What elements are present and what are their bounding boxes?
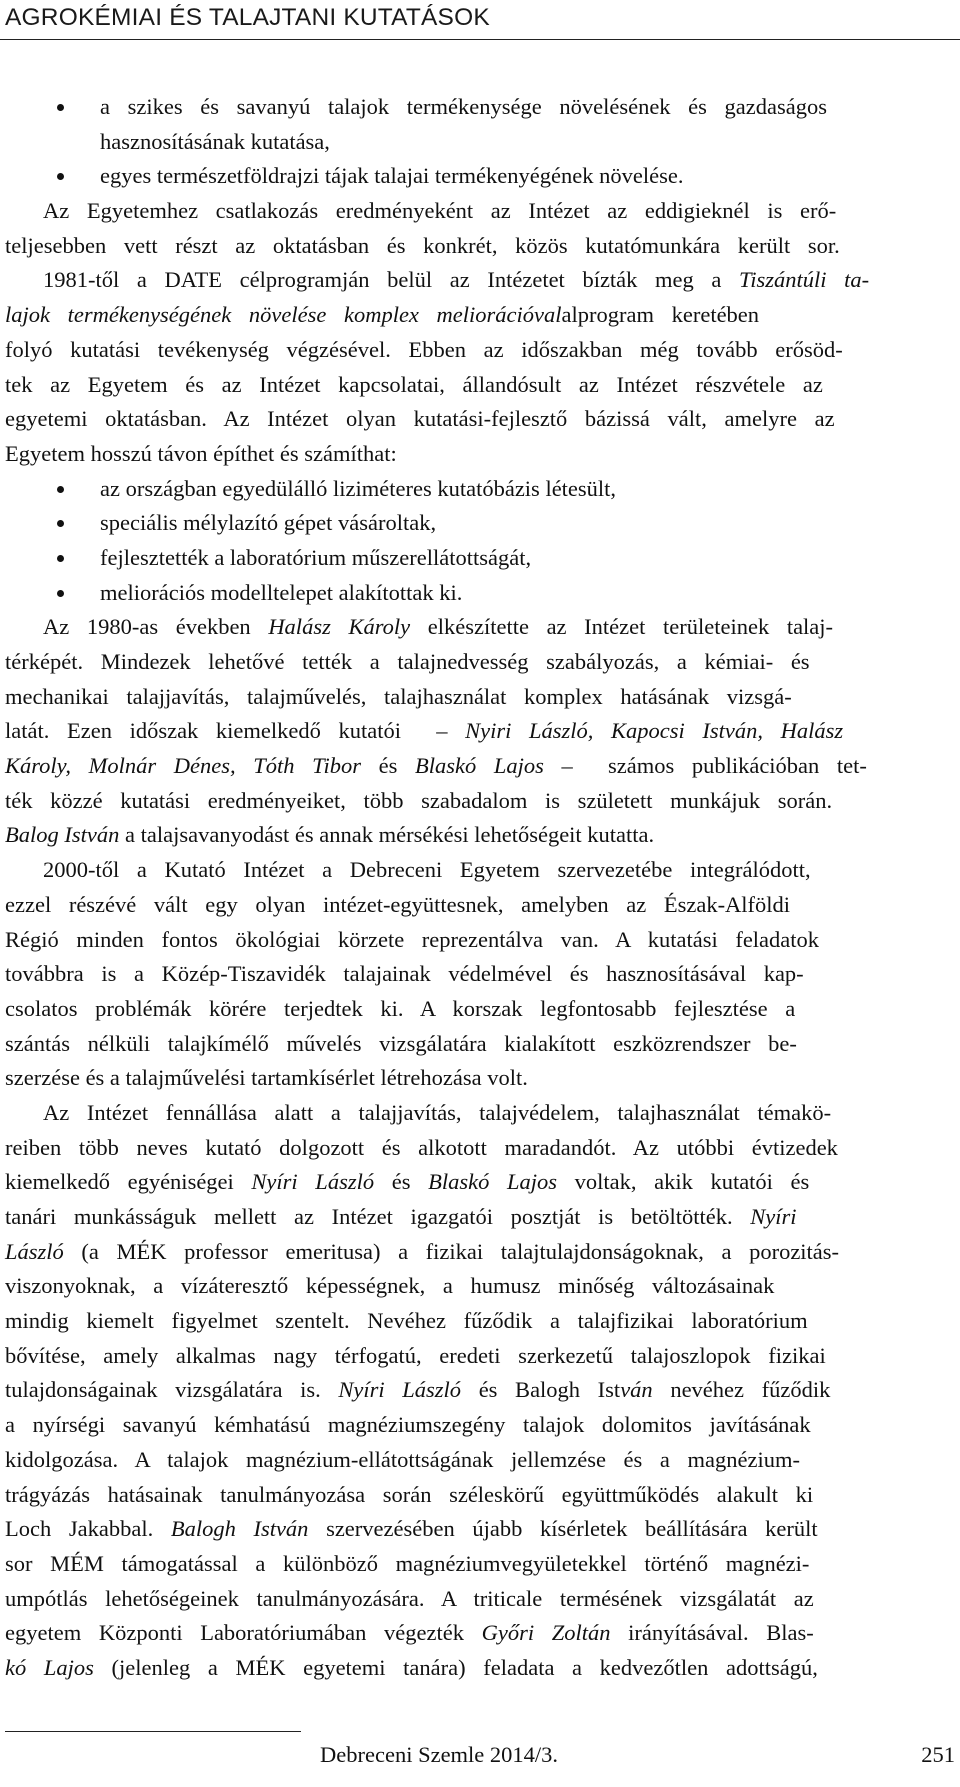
text: irányításával. Blas- [610, 1620, 814, 1646]
paragraph-line [5, 1339, 953, 1374]
text: nevéhez fűződik [652, 1377, 831, 1403]
list-item-text: meliorációs modelltelepet alakítottak ki. [100, 579, 463, 605]
text: ték közzé kutatási eredményeiket, több szabadalom is született munkájuk során. [5, 787, 833, 813]
paragraph-line [5, 610, 953, 645]
text: egyetemi oktatásban. Az Intézet olyan kutatási-fejlesztő bázissá vált, amelyre az [5, 406, 835, 432]
bullet-icon [57, 104, 64, 111]
text: tulajdonságainak vizsgálatára is. [5, 1377, 339, 1403]
text: térképét. Mindezek lehetővé tették a talajnedvesség szabályozás, a kémiai- és [5, 649, 810, 674]
paragraph-line [5, 853, 953, 888]
list-item-continuation [5, 125, 953, 160]
text: mechanikai talajjavítás, talajművelés, talajhasználat komplex hatásának vizsgá- [5, 683, 792, 709]
page-number: 251 [921, 1742, 955, 1767]
paragraph-line [5, 1373, 953, 1408]
text: 2000-től a Kutató Intézet a Debreceni Egyetem szervezetébe integrálódott, [43, 857, 811, 883]
italic-text: ván [620, 1377, 653, 1403]
text: tek az Egyetem és az Intézet kapcsolatai, állandósult az Intézet részvétele az [5, 371, 823, 397]
footer-journal-name: Debreceni Szemle 2014/3. [320, 1742, 559, 1767]
paragraph-line [5, 1512, 953, 1547]
text: Az 1980-as években [43, 614, 269, 640]
italic-text: kó Lajos [5, 1654, 94, 1680]
bullet-icon [57, 555, 64, 562]
text: szervezésében újabb kísérletek beállítására került [308, 1516, 818, 1542]
text: sor MÉM támogatással a különböző magnéziumvegyületekkel történő magnézi- [5, 1550, 810, 1576]
paragraph-line [5, 1582, 953, 1617]
text: kiemelkedő egyéniségei [5, 1169, 252, 1195]
paragraph-line [5, 1235, 953, 1270]
text: a talajsavanyodást és annak mérsékési lehetőségeit kutatta. [119, 822, 655, 848]
paragraph-line [5, 923, 953, 958]
list-item [5, 506, 953, 541]
text: számos publikációban tet- [572, 753, 867, 779]
paragraph-line [5, 1131, 953, 1166]
list-item-text: hasznosításának kutatása, [100, 128, 330, 154]
paragraph-line [5, 1027, 953, 1062]
paragraph-line [5, 957, 953, 992]
text: csolatos problémák körére terjedtek ki. A korszak legfontosabb fejlesztése a [5, 995, 796, 1021]
text: tanári munkásságuk mellett az Intézet igazgatói posztját is betöltötték. [5, 1204, 751, 1229]
italic-text: Balog István [5, 822, 120, 848]
italic-text: Tiszántúli ta- [739, 267, 870, 293]
text: alprogram keretében [561, 302, 760, 328]
paragraph-line [5, 1408, 953, 1443]
journal-section-title: AGROKÉMIAI ÉS TALAJTANI KUTATÁSOK [5, 4, 490, 31]
text: trágyázás hatásainak tanulmányozása során széleskörű együttműködés alakult ki [5, 1481, 814, 1507]
list-item-text: a szikes és savanyú talajok termékenysége növelésének és gazdaságos [100, 94, 828, 119]
list-item [5, 159, 953, 194]
article-body [5, 90, 953, 1686]
text: 1981-től a DATE célprogramján belül az Intézetet bízták meg a [43, 267, 740, 293]
italic-text: Nyíri [750, 1204, 797, 1229]
list-item [5, 541, 953, 576]
text: reiben több neves kutató dolgozott és alkotott maradandót. Az utóbbi évtizedek [5, 1134, 838, 1160]
text: és Balogh Ist [461, 1377, 621, 1403]
paragraph-line: latát. Ezen időszak kiemelkedő kutatói – Nyiri László, Kapocsi István, Halász [5, 718, 844, 744]
paragraph-line [5, 402, 953, 437]
paragraph-line [5, 1616, 953, 1651]
paragraph-line [5, 263, 953, 298]
text: folyó kutatási tevékenység végzésével. Ebben az időszakban még tovább erősöd- [5, 336, 843, 362]
text: Az Intézet fennállása alatt a talajjavítás, talajvédelem, talajhasználat témakö- [43, 1099, 832, 1125]
text: Régió minden fontos ökológiai körzete reprezentálva van. A kutatási feladatok [5, 926, 820, 952]
running-header [0, 0, 960, 40]
text: Az Egyetemhez csatlakozás eredményeként az Intézet az eddigieknél is erő- [43, 198, 837, 224]
text: elkészítette az Intézet területeinek talaj- [410, 614, 834, 640]
paragraph-line [5, 194, 953, 229]
italic-text: Nyiri László, Kapocsi István, Halász [465, 718, 844, 744]
italic-text: Halász Károly [268, 614, 411, 640]
text: szerzése és a talajművelési tartamkísérlet létrehozása volt. [5, 1065, 528, 1091]
text: szántás nélküli talajkímélő művelés vizsgálatára kialakított eszközrendszer be- [5, 1030, 797, 1056]
list-item [5, 576, 953, 611]
paragraph-line [5, 1269, 953, 1304]
paragraph-line [5, 784, 953, 819]
paragraph-line [5, 229, 953, 264]
text: és [360, 753, 415, 779]
paragraph-line: Károly, Molnár Dénes, Tóth Tibor és Blaskó Lajos – számos publikációban tet- [5, 753, 867, 779]
text: (jelenleg a MÉK egyetemi tanára) feladata a kedvezőtlen adottságú, [93, 1654, 818, 1680]
text: voltak, akik kutatói és [556, 1169, 810, 1195]
text: Egyetem hosszú távon építhet és számíthat: [5, 440, 397, 466]
paragraph-line [5, 437, 953, 472]
paragraph-line [5, 333, 953, 368]
italic-text: László [5, 1238, 64, 1264]
text: ezzel részévé vált egy olyan intézet-együttesnek, amelyben az Észak-Alföldi [5, 891, 791, 917]
paragraph-line [5, 298, 953, 333]
paragraph-line [5, 1651, 953, 1686]
paragraph-line [5, 1096, 953, 1131]
text: umpótlás lehetőségeinek tanulmányozására. A triticale termésének vizsgálatát az [5, 1585, 814, 1611]
italic-text: Blaskó Lajos [414, 753, 544, 779]
paragraph-line [5, 645, 953, 680]
text: viszonyoknak, a vízáteresztő képességnek, a humusz minőség változásainak [5, 1273, 775, 1299]
paragraph-line [5, 1061, 953, 1096]
list-item-text: az országban egyedülálló liziméteres kutatóbázis létesült, [100, 475, 617, 501]
italic-text: Balogh István [170, 1516, 309, 1542]
italic-text: Nyíri László [251, 1169, 375, 1195]
list-item [5, 472, 953, 507]
bullet-icon [57, 486, 64, 493]
paragraph-line [5, 1478, 953, 1513]
paragraph-line [5, 1304, 953, 1339]
list-item [5, 90, 953, 125]
italic-text: Győri Zoltán [481, 1620, 611, 1646]
list-item-text: egyes természetföldrajzi tájak talajai termékenyégének növelése. [100, 163, 684, 189]
text: továbbra is a Közép-Tiszavidék talajainak védelmével és hasznosításával kap- [5, 961, 804, 987]
text: latát. Ezen időszak kiemelkedő kutatói [5, 718, 437, 744]
text: bővítése, amely alkalmas nagy térfogatú, eredeti szerkezetű talajoszlopok fizikai [5, 1342, 826, 1368]
paragraph-line [5, 368, 953, 403]
paragraph-line [5, 1547, 953, 1582]
bullet-icon [57, 520, 64, 527]
text: a nyírségi savanyú kémhatású magnéziumszegény talajok dolomitos javításának [5, 1412, 811, 1438]
paragraph-line [5, 1443, 953, 1478]
paragraph-line [5, 1165, 953, 1200]
text: és [374, 1169, 429, 1195]
paragraph-line [5, 992, 953, 1027]
paragraph-line [5, 818, 953, 853]
italic-text: Blaskó Lajos [428, 1169, 557, 1195]
text: egyetem Központi Laboratóriumában végezték [5, 1620, 482, 1646]
footer-divider [5, 1731, 301, 1732]
text: Loch Jakabbal. [5, 1516, 171, 1542]
bullet-icon [57, 173, 64, 180]
list-item-text: speciális mélylazító gépet vásároltak, [100, 510, 437, 536]
italic-text: Nyíri László [338, 1377, 462, 1403]
paragraph-line [5, 888, 953, 923]
text: (a MÉK professor emeritusa) a fizikai talajtulajdonságoknak, a porozitás- [63, 1238, 840, 1264]
paragraph-line [5, 680, 953, 715]
bullet-icon [57, 590, 64, 597]
italic-text: Károly, Molnár Dénes, Tóth Tibor [5, 753, 361, 779]
paragraph-line [5, 1200, 953, 1235]
text: teljesebben vett részt az oktatásban és konkrét, közös kutatómunkára került sor. [5, 232, 840, 258]
italic-text: lajok termékenységének növelése komplex meliorációval [5, 302, 562, 328]
text: kidolgozása. A talajok magnézium-ellátottságának jellemzése és a magnézium- [5, 1446, 800, 1472]
list-item-text: fejlesztették a laboratórium műszerellátottságát, [100, 544, 532, 570]
text: mindig kiemelt figyelmet szentelt. Nevéhez fűződik a talajfizikai laboratórium [5, 1308, 808, 1334]
